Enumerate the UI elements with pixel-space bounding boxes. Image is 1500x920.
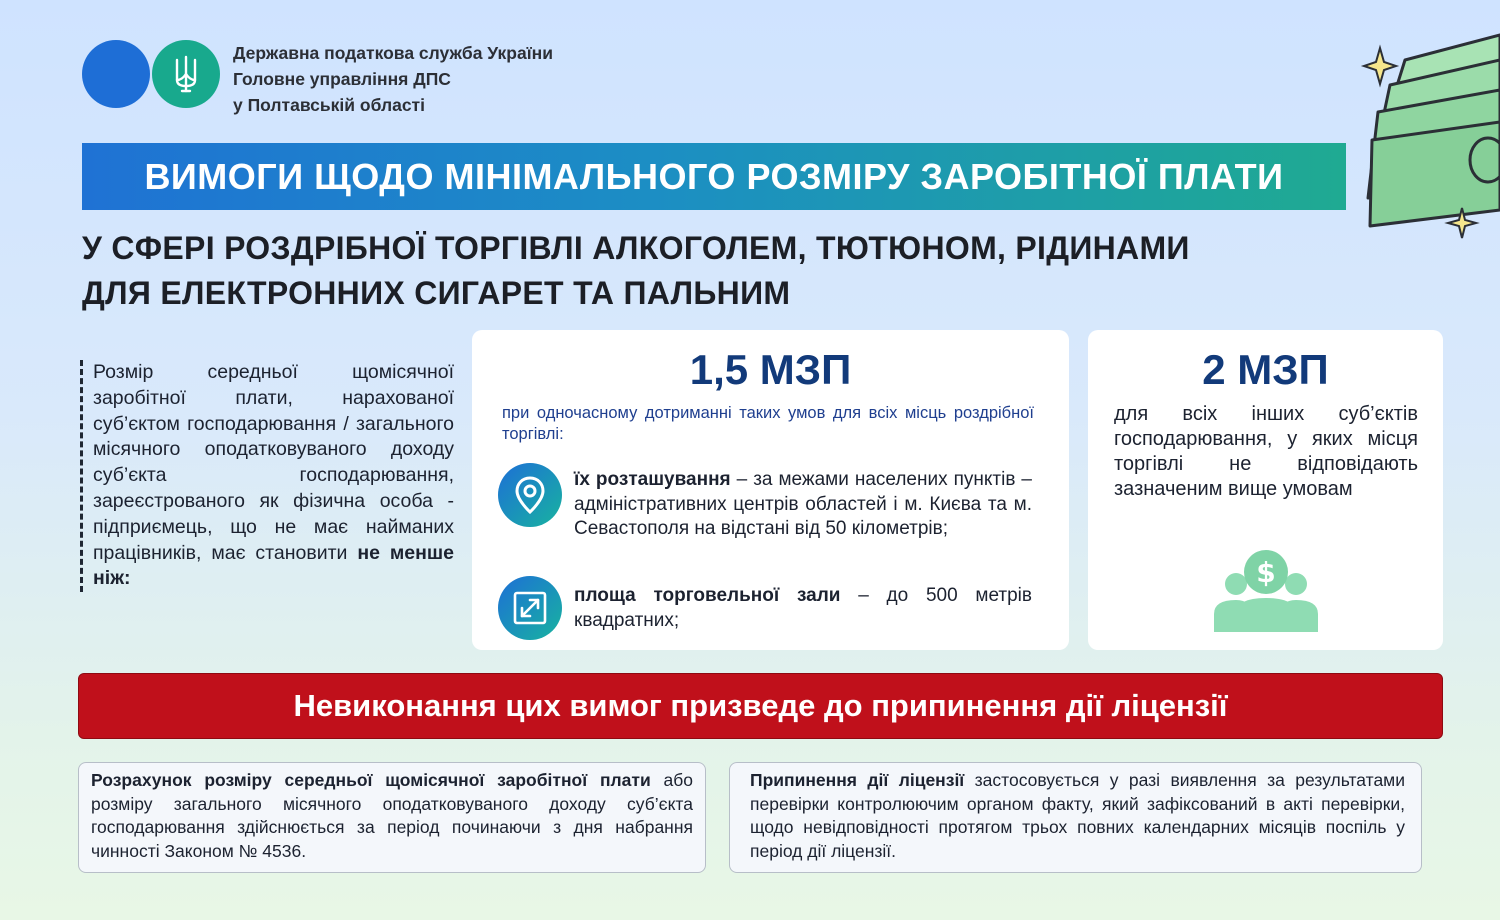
- main-title: ВИМОГИ ЩОДО МІНІМАЛЬНОГО РОЗМІРУ ЗАРОБІТНОЇ ПЛАТИ: [144, 155, 1284, 197]
- note2-bold: Припинення дії ліцензії: [750, 770, 965, 790]
- cond2-bold: площа торговельної зали: [574, 585, 841, 606]
- org-name: [233, 40, 553, 118]
- org-line-2: Головне управління ДПС: [233, 69, 451, 89]
- card1-value: 1,5 МЗП: [689, 346, 852, 393]
- org-line-1: Державна податкова служба України: [233, 43, 553, 63]
- requirement-bold: не менше ніж:: [93, 541, 454, 590]
- requirement-description: [80, 360, 454, 592]
- subtitle: [82, 226, 1190, 316]
- dps-logo: [82, 40, 220, 108]
- cond1-text: – за межами населених пунктів – адміністративних центрів областей і м. Києва та м. Севастополя на відстані від 50 кілометрів;: [574, 469, 1032, 539]
- people-dollar-icon: [1214, 548, 1318, 632]
- warning-text: Невиконання цих вимог призведе до припинення дії ліцензії: [293, 688, 1228, 723]
- condition-location: [574, 468, 1032, 542]
- trident-icon: [173, 54, 199, 94]
- subtitle-line-2: ДЛЯ ЕЛЕКТРОННИХ СИГАРЕТ ТА ПАЛЬНИМ: [82, 275, 791, 311]
- card1-intro: при одночасному дотриманні таких умов для всіх місць роздрібної торгівлі:: [502, 404, 1034, 443]
- note-calculation: [78, 762, 706, 873]
- org-line-3: у Полтавській області: [233, 95, 425, 115]
- requirement-text: Розмір середньої щомісячної заробітної плати, нарахованої суб’єктом господарювання / загального місячного оподатковуваного доходу суб’єкта господарювання, зареєстрованого як фізична особа - підприємець, що не має найманих працівників, має становити: [93, 361, 454, 564]
- main-title-bar: [82, 143, 1346, 210]
- logo-blue-circle: [82, 40, 150, 108]
- condition-area: [574, 584, 1032, 633]
- card-2-mzp: [1088, 330, 1443, 650]
- card2-text: для всіх інших суб’єктів господарювання, у яких місця торгівлі не відповідають зазначеним вище умовам: [1114, 403, 1418, 500]
- svg-text:$: $: [1256, 556, 1276, 589]
- money-stack-illustration: [1350, 30, 1500, 250]
- cond2-text: – до 500 метрів квадратних;: [574, 585, 1032, 631]
- card-1-5-mzp: [472, 330, 1069, 650]
- resize-arrow-icon: [498, 576, 562, 640]
- logo-green-circle: [152, 40, 220, 108]
- subtitle-line-1: У СФЕРІ РОЗДРІБНОЇ ТОРГІВЛІ АЛКОГОЛЕМ, ТЮТЮНОМ, РІДИНАМИ: [82, 230, 1190, 266]
- cond1-bold: їх розташування: [574, 469, 731, 490]
- warning-bar: [78, 673, 1443, 739]
- note1-bold: Розрахунок розміру середньої щомісячної заробітної плати: [91, 770, 651, 790]
- location-pin-icon: [498, 463, 562, 527]
- card2-value: 2 МЗП: [1202, 346, 1329, 393]
- note2-text: застосовується у разі виявлення за результатами перевірки контролюючим органом факту, який зафіксований в акті перевірки, щодо невідповідності протягом трьох повних календарних місяців поспіль у період дії ліцензії.: [750, 770, 1405, 861]
- note-license-termination: [729, 762, 1422, 873]
- note1-text: або розміру загального місячного оподатковуваного доходу суб’єкта господарювання здійснюється за період починаючи з дня набрання чинності Законом № 4536.: [91, 770, 693, 861]
